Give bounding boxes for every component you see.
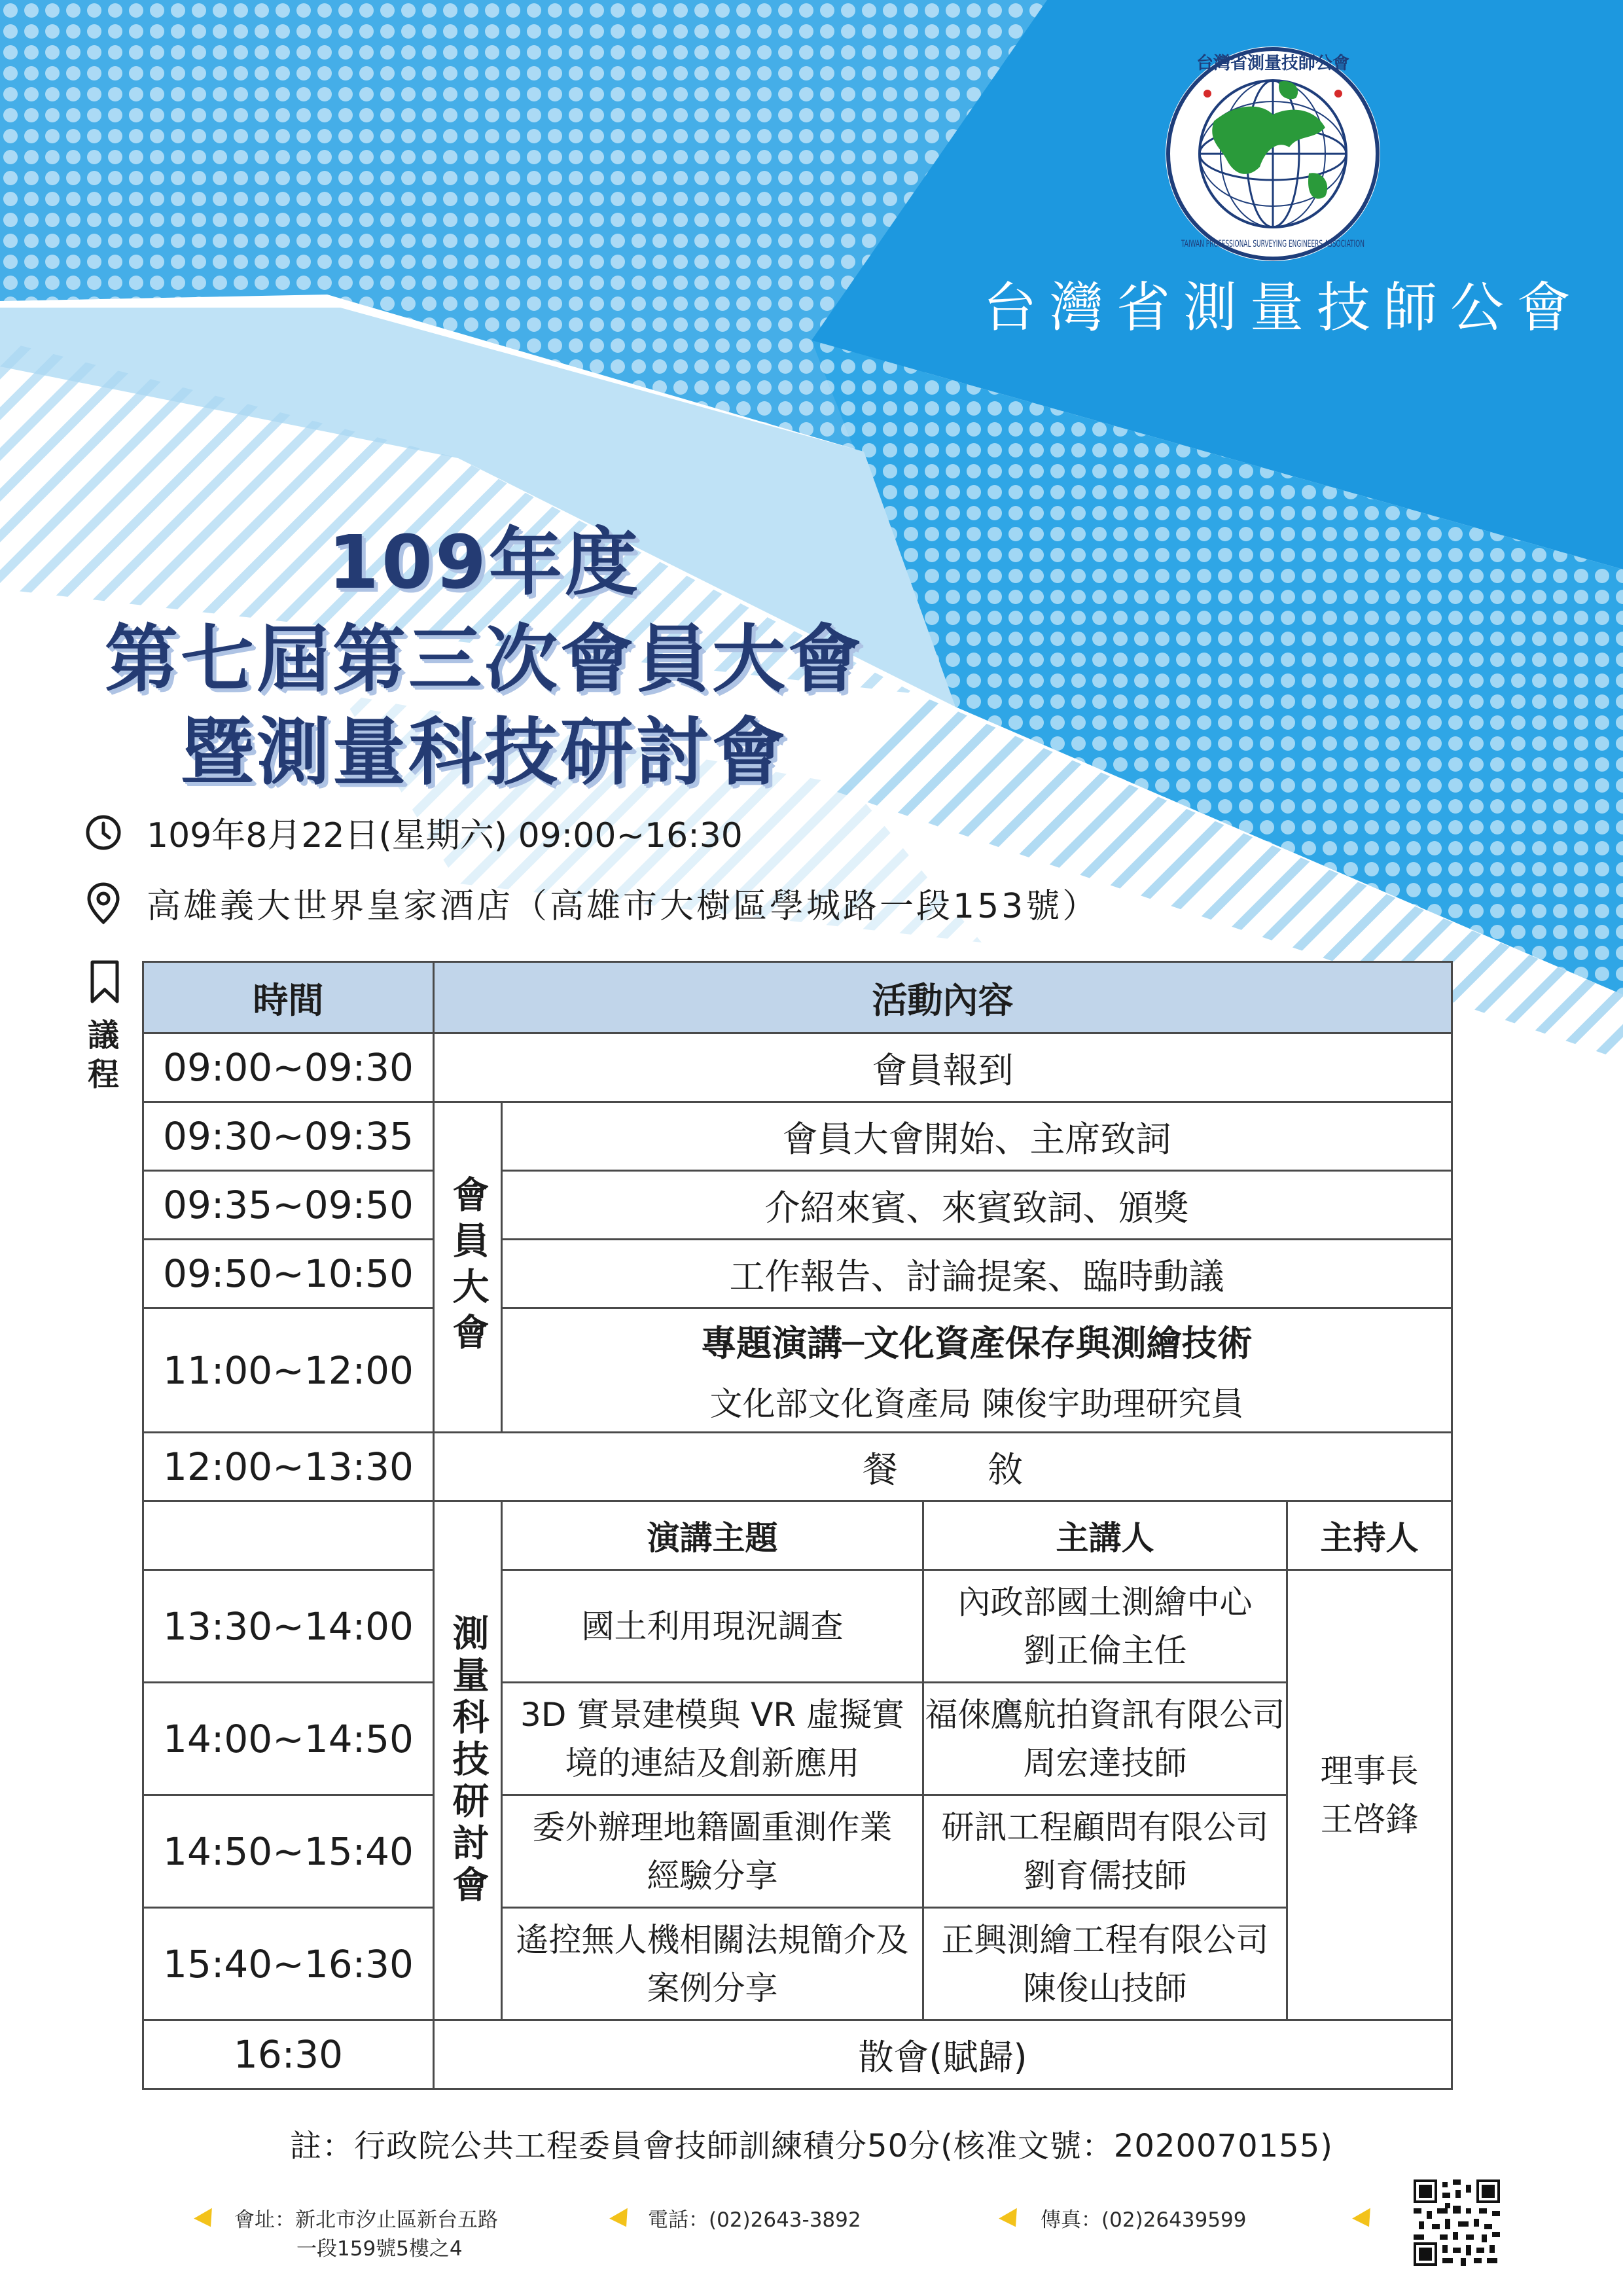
row-time: 15:40~16:30 [143, 1908, 434, 2020]
table-row [143, 2020, 1452, 2089]
row-time: 14:00~14:50 [143, 1683, 434, 1795]
host-cell [1287, 1570, 1452, 2020]
table-row [143, 1102, 1452, 1171]
row-time: 11:00~12:00 [143, 1308, 434, 1433]
talk-speaker-org: 正興測繪工程有限公司 [941, 1920, 1269, 1959]
footer-address-line1: 會址：新北市汐止區新台五路 [234, 2208, 498, 2232]
location-pin-icon [85, 882, 122, 925]
host-name: 王啓鋒 [1320, 1800, 1419, 1839]
header-speaker: 主講人 [923, 1501, 1287, 1570]
title-year: 109年度 [328, 520, 641, 605]
talk-topic [502, 1908, 923, 2020]
talk-speaker-org: 內政部國土測繪中心 [957, 1583, 1253, 1621]
table-row [143, 1033, 1452, 1102]
table-row [143, 1240, 1452, 1308]
credit-note: 註：行政院公共工程委員會技師訓練積分50分(核准文號：2020070155) [290, 2128, 1333, 2164]
talk-speaker-org: 福倈鷹航拍資訊有限公司 [925, 1695, 1285, 1734]
talk-speaker [923, 1908, 1287, 2020]
row-time: 12:00~13:30 [143, 1433, 434, 1501]
org-name: 台灣省測量技師公會 [982, 277, 1584, 339]
row-content: 會員報到 [434, 1033, 1452, 1102]
group-seminar-label [434, 1501, 502, 2020]
header-content: 活動內容 [434, 962, 1452, 1033]
table-row [143, 1683, 1452, 1795]
talk-topic [502, 1683, 923, 1795]
title-seminar: 暨測量科技研討會 [181, 710, 788, 795]
title-meeting: 第七屆第三次會員大會 [105, 617, 864, 702]
talk-topic-line2: 案例分享 [647, 1969, 778, 2007]
clock-icon [85, 814, 122, 851]
host-title: 理事長 [1320, 1751, 1419, 1790]
talk-topic [502, 1570, 923, 1683]
logo-text-cn: 台灣省測量技師公會 [1196, 54, 1350, 73]
footer-address-line2: 一段159號5樓之4 [296, 2237, 463, 2261]
table-row [143, 1308, 1452, 1433]
keynote-title: 專題演講─文化資產保存與測繪技術 [701, 1323, 1253, 1364]
header-time: 時間 [143, 962, 434, 1033]
talk-speaker [923, 1795, 1287, 1908]
event-datetime: 109年8月22日(星期六) 09:00~16:30 [147, 816, 743, 855]
keynote-speaker: 文化部文化資產局 陳俊宇助理研究員 [709, 1385, 1244, 1423]
event-location-row [85, 878, 1099, 927]
event-location: 高雄義大世界皇家酒店（高雄市大樹區學城路一段153號） [147, 887, 1099, 926]
row-content: 會員大會開始、主席致詞 [502, 1102, 1452, 1171]
footer-phone: 電話：(02)2643-3892 [648, 2208, 861, 2232]
row-content: 工作報告、討論提案、臨時動議 [502, 1240, 1452, 1308]
row-content: 餐 敘 [434, 1433, 1452, 1501]
table-row [143, 1171, 1452, 1240]
row-time: 09:00~09:30 [143, 1033, 434, 1102]
bookmark-icon [90, 960, 120, 1004]
row-time-empty [143, 1501, 434, 1570]
group-meeting-label [434, 1102, 502, 1433]
row-content: 介紹來賓、來賓致詞、頒獎 [502, 1171, 1452, 1240]
talk-topic-line2: 經驗分享 [647, 1856, 778, 1895]
talk-speaker-name: 陳俊山技師 [1023, 1969, 1187, 2007]
event-datetime-row [85, 808, 743, 857]
row-time: 09:50~10:50 [143, 1240, 434, 1308]
keynote-cell [502, 1308, 1452, 1433]
talk-topic-line2: 境的連結及創新應用 [565, 1744, 860, 1782]
row-time: 13:30~14:00 [143, 1570, 434, 1683]
footer-address [234, 2206, 498, 2263]
talk-speaker-name: 周宏達技師 [1023, 1744, 1187, 1782]
talk-speaker-name: 劉育儒技師 [1023, 1856, 1187, 1895]
group-meeting-text: 會員大會 [446, 1175, 490, 1359]
row-time: 09:35~09:50 [143, 1171, 434, 1240]
agenda-table [142, 961, 1453, 2090]
table-row [143, 1433, 1452, 1501]
table-row [143, 1908, 1452, 2020]
talk-topic-line1: 遙控無人機相關法規簡介及 [516, 1920, 909, 1959]
header-host: 主持人 [1287, 1501, 1452, 1570]
header-topic: 演講主題 [502, 1501, 923, 1570]
talk-speaker-name: 劉正倫主任 [1023, 1631, 1187, 1670]
footer-fax: 傳真：(02)26439599 [1041, 2208, 1247, 2232]
table-row [143, 1570, 1452, 1683]
talk-speaker-org: 研訊工程顧問有限公司 [941, 1808, 1269, 1846]
talk-topic-line1: 3D 實景建模與 VR 虛擬實 [520, 1695, 904, 1734]
talk-topic-line1: 國土利用現況調查 [581, 1607, 844, 1645]
talk-topic [502, 1795, 923, 1908]
row-content: 散會(賦歸) [434, 2020, 1452, 2089]
table-row [143, 1795, 1452, 1908]
table-row [143, 1501, 1452, 1570]
talk-speaker [923, 1570, 1287, 1683]
qr-code-icon[interactable] [1414, 2179, 1500, 2266]
talk-speaker [923, 1683, 1287, 1795]
group-seminar-text: 測量科技研討會 [446, 1614, 490, 1907]
association-logo [1162, 43, 1384, 265]
talk-topic-line1: 委外辦理地籍圖重測作業 [532, 1808, 893, 1846]
logo-text-en: TAIWAN PROFESSIONAL SURVEYING ENGINEERS ASSOCIATION [1181, 239, 1364, 249]
agenda-label: 議程 [87, 1017, 119, 1093]
row-time: 14:50~15:40 [143, 1795, 434, 1908]
row-time: 16:30 [143, 2020, 434, 2089]
row-time: 09:30~09:35 [143, 1102, 434, 1171]
